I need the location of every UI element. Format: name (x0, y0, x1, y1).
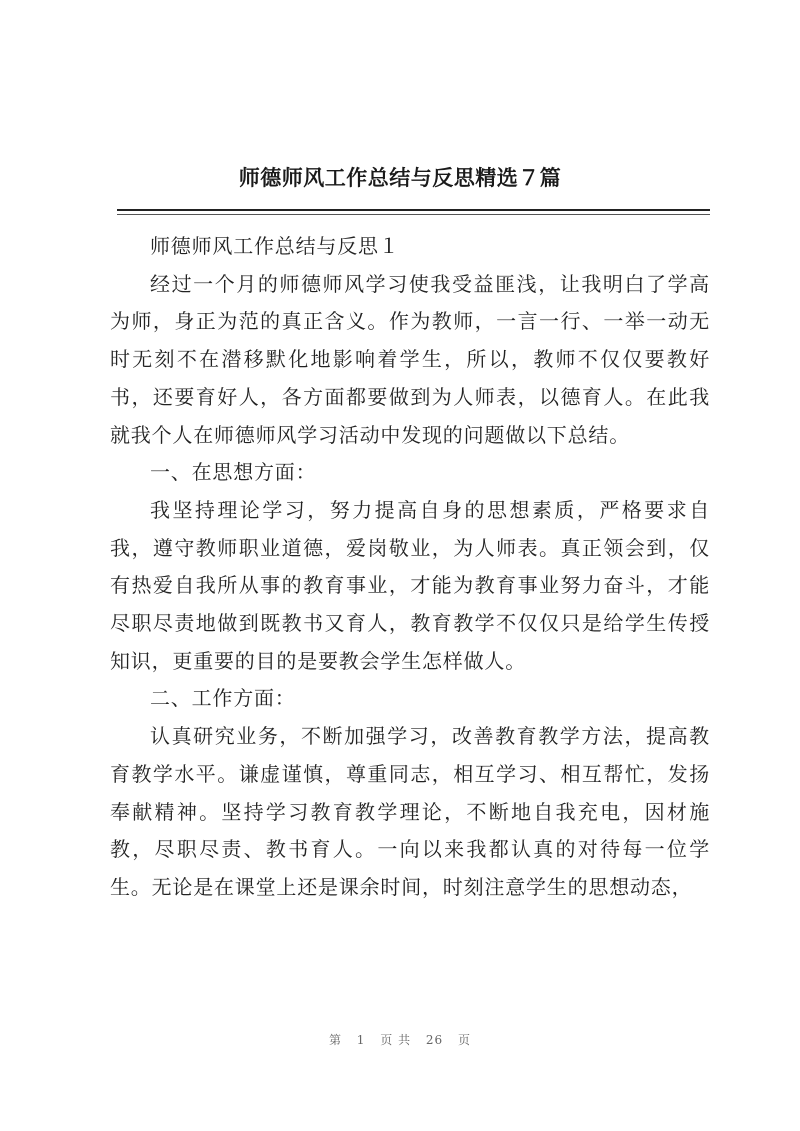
section-heading: 师德师风工作总结与反思１ (150, 234, 400, 258)
footer-suffix: 页 (458, 1033, 472, 1047)
footer-middle: 页 共 (380, 1033, 412, 1047)
title-divider-thin (117, 214, 710, 215)
body-paragraph: 认真研究业务，不断加强学习，改善教育教学方法，提高教育教学水平。谦虚谨慎，尊重同志，相互学习、相互帮忙，发扬奉献精神。坚持学习教育教学理论，不断地自我充电，因材施教，尽职尽责、教书育人。一向以来我都认真的对待每一位学生。无论是在课堂上还是课余时间，时刻注意学生的思想动态， (110, 724, 710, 899)
current-page-number: 1 (356, 1033, 366, 1047)
subsection-heading: 二、工作方面： (150, 686, 296, 711)
document-body (110, 228, 710, 907)
subsection-heading: 一、在思想方面： (150, 460, 317, 485)
total-page-count: 26 (425, 1033, 444, 1047)
body-paragraph: 我坚持理论学习，努力提高自身的思想素质，严格要求自我，遵守教师职业道德，爱岗敬业，为人师表。真正领会到，仅有热爱自我所从事的教育事业，才能为教育事业努力奋斗，才能尽职尽责地做到既教书又育人，教育教学不仅仅只是给学生传授知识，更重要的目的是要教会学生怎样做人。 (110, 497, 710, 673)
body-paragraph: 经过一个月的师德师风学习使我受益匪浅，让我明白了学高为师，身正为范的真正含义。作为教师，一言一行、一举一动无时无刻不在潜移默化地影响着学生，所以，教师不仅仅要教好书，还要育好人，各方面都要做到为人师表，以德育人。在此我就我个人在师德师风学习活动中发现的问题做以下总结。 (110, 271, 710, 447)
page-number-footer (0, 1031, 800, 1048)
document-title: 师德师风工作总结与反思精选７篇 (238, 166, 562, 190)
footer-prefix: 第 (328, 1033, 342, 1047)
title-divider-thick (117, 209, 710, 211)
